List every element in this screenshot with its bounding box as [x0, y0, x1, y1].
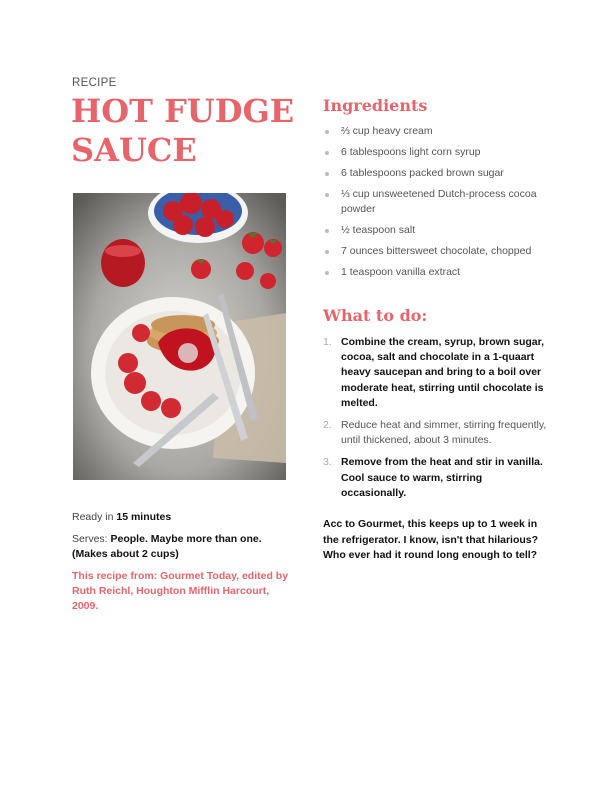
ingredient-text: ½ teaspoon salt [341, 224, 416, 236]
steps-heading: What to do: [323, 306, 428, 325]
ingredient-text: ⅔ cup heavy cream [341, 125, 433, 137]
step-number: 1. [323, 336, 332, 348]
recipe-meta [72, 510, 292, 614]
step-item [323, 335, 548, 411]
ingredient-item [323, 124, 553, 139]
page-title: HOT FUDGE SAUCE [71, 92, 295, 169]
ready-time [72, 510, 292, 525]
bullet-icon [325, 130, 329, 134]
ingredient-text: 1 teaspoon vanilla extract [341, 266, 461, 278]
steps-list [323, 335, 548, 508]
ingredient-item [323, 265, 553, 280]
recipe-eyebrow: RECIPE [72, 77, 117, 89]
bullet-icon [325, 250, 329, 254]
step-text: Remove from the heat and stir in vanilla. Cool sauce to warm, stirring occasionally. [341, 456, 543, 499]
ready-value: 15 minutes [116, 511, 172, 523]
ingredient-item [323, 187, 553, 217]
bullet-icon [325, 229, 329, 233]
dessert-photo-illustration [73, 193, 286, 480]
bullet-icon [325, 271, 329, 275]
ingredient-text: 6 tablespoons light corn syrup [341, 146, 481, 158]
ready-label: Ready in [72, 511, 117, 523]
ingredient-text: ⅓ cup unsweetened Dutch-process cocoa powder [341, 188, 537, 215]
ingredient-item [323, 223, 553, 238]
storage-note: Acc to Gourmet, this keeps up to 1 week in the refrigerator. I know, isn't that hilarious? Who ever had it round long enough to tell? [323, 518, 539, 561]
bullet-icon [325, 193, 329, 197]
step-text: Reduce heat and simmer, stirring frequently, until thickened, about 3 minutes. [341, 419, 547, 447]
step-number: 2. [323, 419, 332, 432]
step-text: Combine the cream, syrup, brown sugar, cocoa, salt and chocolate in a 1-quaart heavy saucepan and bring to a boil over moderate heat, stirring until chocolate is melted. [341, 336, 545, 409]
dessert-photo [73, 193, 286, 480]
ingredient-text: 6 tablespoons packed brown sugar [341, 167, 504, 179]
servings [72, 532, 292, 562]
ingredient-item [323, 166, 553, 181]
ingredient-text: 7 ounces bittersweet chocolate, chopped [341, 245, 532, 257]
ingredients-heading: Ingredients [323, 96, 428, 115]
recipe-source: This recipe from: Gourmet Today, edited by Ruth Reichl, Houghton Mifflin Harcourt, 2009. [72, 570, 289, 612]
ingredient-item [323, 145, 553, 160]
ingredient-item [323, 244, 553, 259]
bullet-icon [325, 151, 329, 155]
ingredients-list [323, 124, 553, 286]
bullet-icon [325, 172, 329, 176]
serves-label: Serves: [72, 533, 111, 545]
step-number: 3. [323, 456, 332, 469]
serves-value: People. Maybe more than one. (Makes about 2 cups) [72, 533, 262, 560]
step-item [323, 455, 548, 501]
step-item [323, 418, 548, 448]
